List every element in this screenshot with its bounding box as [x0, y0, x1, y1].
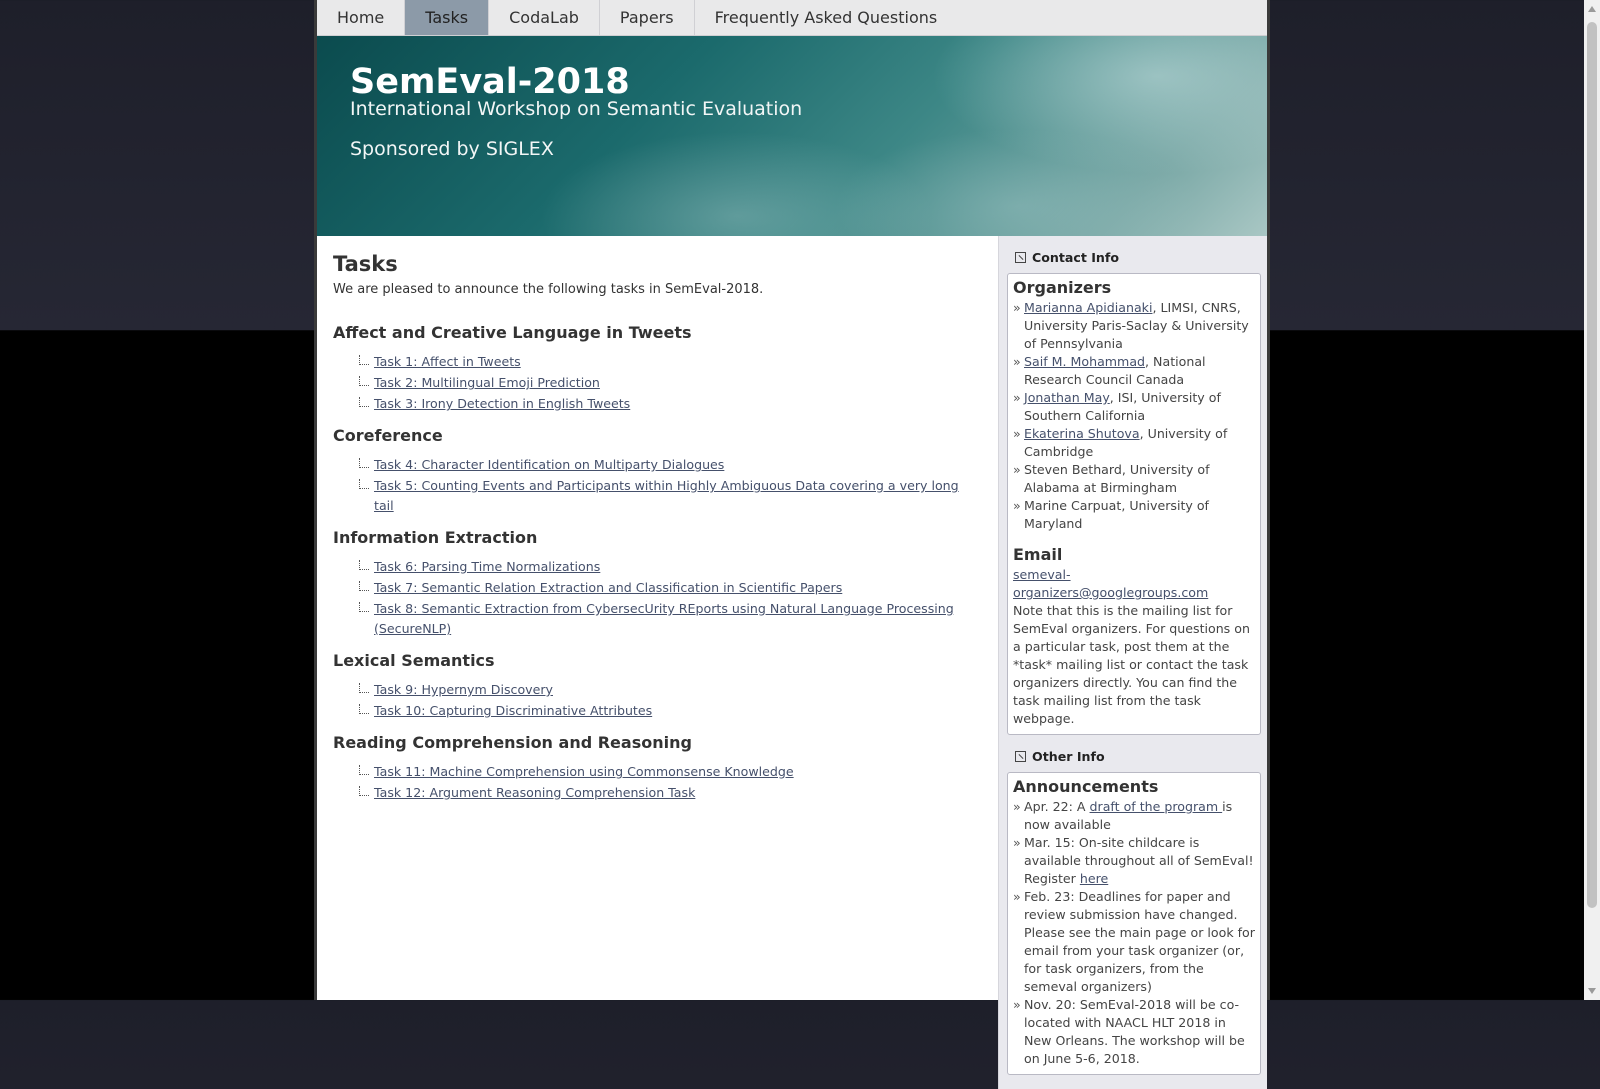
nav-codalab[interactable]: CodaLab [489, 0, 600, 35]
organizer-item [1013, 353, 1255, 389]
contact-info-label: Contact Info [1032, 250, 1120, 265]
task-link[interactable]: Task 6: Parsing Time Normalizations [374, 559, 601, 574]
announcement-text: is now available [1024, 799, 1233, 832]
page-title: Tasks [333, 252, 398, 276]
task-list [357, 762, 982, 803]
announcement-item [1013, 798, 1255, 834]
site-title: SemEval-2018 [350, 62, 630, 102]
email-link[interactable]: semeval-organizers@googlegroups.com [1013, 567, 1209, 600]
nav-papers[interactable]: Papers [600, 0, 695, 35]
organizer-affiliation: , ISI, University of Southern California [1024, 390, 1221, 423]
task-item [357, 762, 982, 782]
site-subtitle: International Workshop on Semantic Evaluation [350, 98, 803, 120]
organizer-name: Steven Bethard, University of Alabama at Birmingham [1024, 462, 1210, 495]
intro-text: We are pleased to announce the following tasks in SemEval-2018. [333, 282, 764, 297]
task-list [357, 680, 982, 721]
task-item [357, 373, 982, 393]
task-link[interactable]: Task 12: Argument Reasoning Comprehension Task [374, 785, 696, 800]
page-container [314, 0, 1270, 1066]
task-link[interactable]: Task 9: Hypernym Discovery [374, 682, 553, 697]
task-group-heading: Affect and Creative Language in Tweets [333, 323, 692, 342]
organizer-link[interactable]: Jonathan May [1024, 390, 1110, 405]
task-group [333, 426, 982, 516]
task-group [333, 733, 982, 803]
task-group-heading: Reading Comprehension and Reasoning [333, 733, 692, 752]
task-link[interactable]: Task 7: Semantic Relation Extraction and Classification in Scientific Papers [374, 580, 843, 595]
nav-home[interactable]: Home [317, 0, 405, 35]
task-link[interactable]: Task 3: Irony Detection in English Tweets [374, 396, 631, 411]
task-link[interactable]: Task 2: Multilingual Emoji Prediction [374, 375, 600, 390]
nav-tasks[interactable]: Tasks [405, 0, 489, 35]
main-column [317, 236, 998, 1089]
task-item [357, 599, 982, 639]
header-banner [317, 36, 1267, 236]
organizer-name: Marine Carpuat, University of Maryland [1024, 498, 1209, 531]
announcement-link[interactable]: here [1079, 871, 1109, 886]
announcement-text: Apr. 22: A [1024, 799, 1090, 814]
site-sponsor: Sponsored by SIGLEX [350, 138, 554, 160]
scroll-down-arrow-icon[interactable] [1588, 988, 1596, 994]
announcement-text: Nov. 20: SemEval-2018 will be co-located with NAACL HLT 2018 in New Orleans. The workshop will be on June 5-6, 2018. [1024, 997, 1245, 1066]
contact-info-box [1007, 273, 1261, 735]
announcement-item [1013, 888, 1255, 996]
organizer-link[interactable]: Ekaterina Shutova [1024, 426, 1140, 441]
organizer-affiliation: , University of Cambridge [1024, 426, 1228, 459]
task-item [357, 557, 982, 577]
other-info-label: Other Info [1032, 749, 1105, 764]
organizer-item [1013, 497, 1255, 533]
task-link[interactable]: Task 1: Affect in Tweets [374, 354, 521, 369]
task-group-heading: Information Extraction [333, 528, 538, 547]
task-group [333, 528, 982, 639]
task-item [357, 352, 982, 372]
task-group-heading: Lexical Semantics [333, 651, 495, 670]
page-scrollbar[interactable] [1584, 0, 1600, 1000]
contact-info-heading [1015, 250, 1261, 265]
task-list [357, 455, 982, 516]
announcement-link[interactable]: draft of the program [1089, 799, 1223, 814]
scroll-thumb[interactable] [1587, 22, 1597, 908]
organizer-item [1013, 299, 1255, 353]
organizer-affiliation: , National Research Council Canada [1024, 354, 1206, 387]
task-item [357, 578, 982, 598]
task-item [357, 680, 982, 700]
organizers-list [1013, 299, 1255, 533]
section-toggle-icon[interactable] [1015, 751, 1026, 762]
nav-faq[interactable]: Frequently Asked Questions [714, 8, 938, 27]
task-item [357, 394, 982, 414]
task-group-heading: Coreference [333, 426, 443, 445]
announcements-list [1013, 798, 1255, 1068]
email-note: Note that this is the mailing list for SemEval organizers. For questions on a particular task, post them at the *task* mailing list or contact the task organizers directly. You can find the task mailing list from the task webpage. [1013, 603, 1250, 726]
task-list [357, 557, 982, 639]
task-groups [333, 323, 982, 803]
task-link[interactable]: Task 4: Character Identification on Multiparty Dialogues [374, 457, 725, 472]
task-group [333, 651, 982, 721]
task-item [357, 476, 982, 516]
organizer-link[interactable]: Saif M. Mohammad [1024, 354, 1146, 369]
task-item [357, 455, 982, 475]
other-info-heading [1015, 749, 1261, 764]
task-link[interactable]: Task 5: Counting Events and Participants within Highly Ambiguous Data covering a very long tail [374, 478, 959, 513]
top-nav [317, 0, 1267, 36]
announcements-title: Announcements [1013, 777, 1159, 796]
task-link[interactable]: Task 11: Machine Comprehension using Commonsense Knowledge [374, 764, 794, 779]
announcement-item [1013, 996, 1255, 1068]
section-toggle-icon[interactable] [1015, 252, 1026, 263]
task-item [357, 783, 982, 803]
organizer-item [1013, 461, 1255, 497]
announcement-item [1013, 834, 1255, 888]
task-list [357, 352, 982, 414]
task-item [357, 701, 982, 721]
content-area [317, 236, 1267, 1089]
organizer-link[interactable]: Marianna Apidianaki [1024, 300, 1153, 315]
task-link[interactable]: Task 10: Capturing Discriminative Attributes [374, 703, 653, 718]
organizer-affiliation: , LIMSI, CNRS, University Paris-Saclay & University of Pennsylvania [1024, 300, 1249, 351]
organizer-item [1013, 425, 1255, 461]
task-link[interactable]: Task 8: Semantic Extraction from CybersecUrity REports using Natural Language Processing (SecureNLP) [374, 601, 954, 636]
scroll-up-arrow-icon[interactable] [1588, 6, 1596, 12]
sidebar [998, 236, 1267, 1089]
email-title: Email [1013, 545, 1063, 564]
announcement-text: Feb. 23: Deadlines for paper and review submission have changed. Please see the main page or look for email from your task organizer (or, for task organizers, from the semeval organizers) [1024, 889, 1255, 994]
task-group [333, 323, 982, 414]
other-info-box [1007, 772, 1261, 1075]
organizer-item [1013, 389, 1255, 425]
announcement-text: Mar. 15: On-site childcare is available throughout all of SemEval! Register [1024, 835, 1254, 886]
organizers-title: Organizers [1013, 278, 1112, 297]
